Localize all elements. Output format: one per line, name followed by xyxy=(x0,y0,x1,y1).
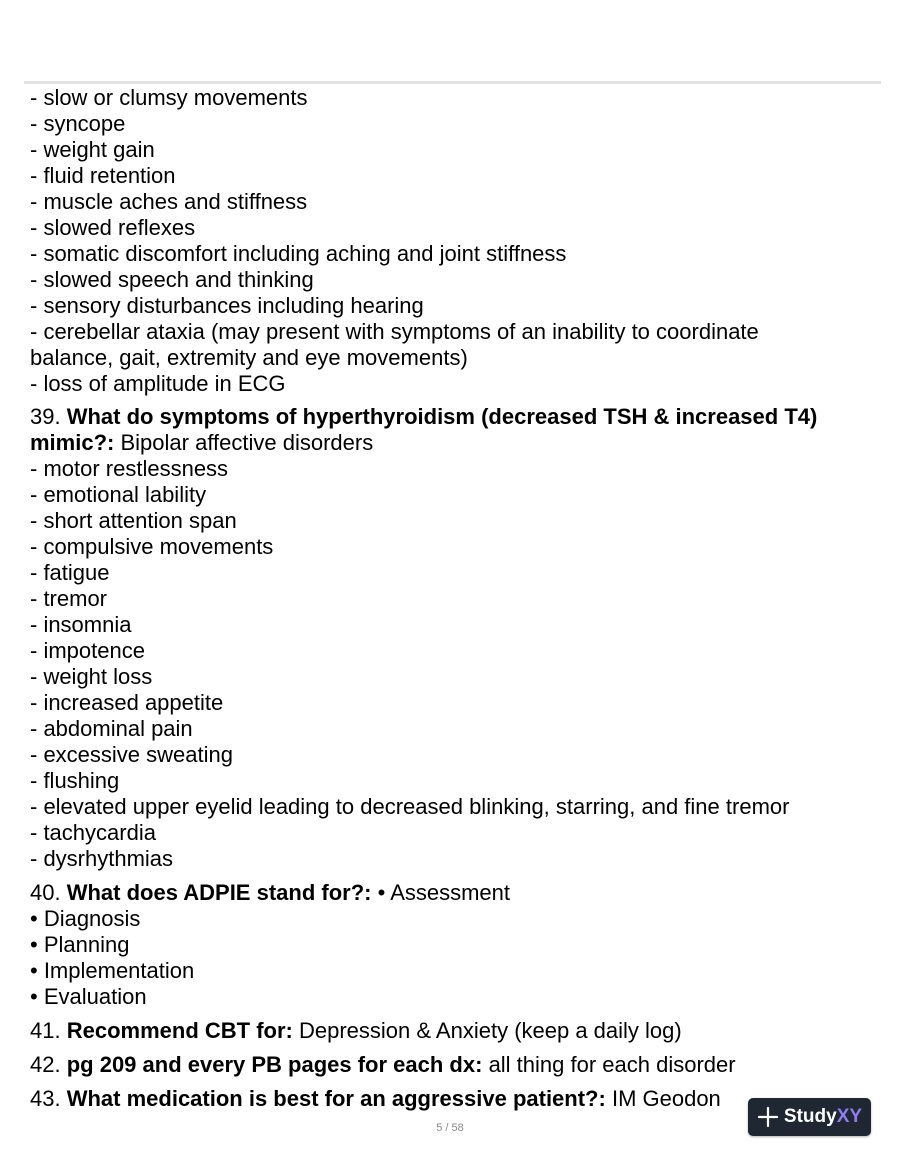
list-item: - slowed speech and thinking xyxy=(30,267,314,292)
question-number: 42. xyxy=(30,1052,61,1077)
answer-text: Bipolar affective disorders xyxy=(120,430,374,455)
question-text: What medication is best for an aggressive patient?: xyxy=(66,1086,606,1111)
list-item: - fatigue xyxy=(30,560,110,585)
question-text: pg 209 and every PB pages for each dx: xyxy=(66,1052,483,1077)
question-39-details xyxy=(30,456,875,872)
list-item: - dysrhythmias xyxy=(30,846,174,871)
list-item: • Implementation xyxy=(30,958,195,983)
question-39 xyxy=(30,404,875,456)
list-item: - muscle aches and stiffness xyxy=(30,189,308,214)
question-number: 40. xyxy=(30,880,61,905)
list-item: - slow or clumsy movements xyxy=(30,85,308,110)
badge-accent-text: XY xyxy=(836,1106,863,1127)
document-page xyxy=(30,85,875,1112)
list-item: - fluid retention xyxy=(30,163,176,188)
list-item: - weight gain xyxy=(30,137,155,162)
studyxy-badge[interactable] xyxy=(748,1098,871,1136)
list-item: - insomnia xyxy=(30,612,132,637)
answer-text: • Assessment xyxy=(377,880,511,905)
question-text: What do symptoms of hyperthyroidism (decreased TSH & increased T4) mimic?: xyxy=(30,404,818,455)
continuation-list xyxy=(30,85,875,397)
list-item: - sensory disturbances including hearing xyxy=(30,293,424,318)
question-text: Recommend CBT for: xyxy=(66,1018,293,1043)
list-item: - syncope xyxy=(30,111,126,136)
list-item: - excessive sweating xyxy=(30,742,233,767)
list-item: - tachycardia xyxy=(30,820,156,845)
list-item: - somatic discomfort including aching and joint stiffness xyxy=(30,241,567,266)
page-top-divider xyxy=(24,81,881,84)
list-item: • Planning xyxy=(30,932,130,957)
question-number: 39. xyxy=(30,404,61,429)
list-item: - flushing xyxy=(30,768,120,793)
answer-text: IM Geodon xyxy=(611,1086,721,1111)
list-item: - abdominal pain xyxy=(30,716,193,741)
list-item: - cerebellar ataxia (may present with symptoms of an inability to coordinate xyxy=(30,319,759,344)
answer-text: Depression & Anxiety (keep a daily log) xyxy=(298,1018,682,1043)
list-item: - slowed reflexes xyxy=(30,215,196,240)
list-item: • Diagnosis xyxy=(30,906,141,931)
list-item: balance, gait, extremity and eye movements) xyxy=(30,345,468,370)
question-number: 41. xyxy=(30,1018,61,1043)
list-item: - motor restlessness xyxy=(30,456,229,481)
question-text: What does ADPIE stand for?: xyxy=(66,880,372,905)
list-item: - emotional lability xyxy=(30,482,207,507)
question-number: 43. xyxy=(30,1086,61,1111)
list-item: - compulsive movements xyxy=(30,534,274,559)
list-item: - elevated upper eyelid leading to decreased blinking, starring, and fine tremor xyxy=(30,794,790,819)
answer-text: all thing for each disorder xyxy=(488,1052,736,1077)
page-indicator: 5 / 58 xyxy=(436,1122,464,1134)
list-item: - weight loss xyxy=(30,664,153,689)
plus-icon xyxy=(757,1106,779,1128)
list-item: - tremor xyxy=(30,586,107,611)
badge-brand-text: Study xyxy=(783,1106,837,1127)
question-40 xyxy=(30,880,875,906)
question-41 xyxy=(30,1018,875,1044)
question-40-details xyxy=(30,906,875,1010)
list-item: - short attention span xyxy=(30,508,237,533)
list-item: • Evaluation xyxy=(30,984,147,1009)
question-42 xyxy=(30,1052,875,1078)
list-item: - increased appetite xyxy=(30,690,224,715)
list-item: - impotence xyxy=(30,638,145,663)
list-item: - loss of amplitude in ECG xyxy=(30,371,286,396)
